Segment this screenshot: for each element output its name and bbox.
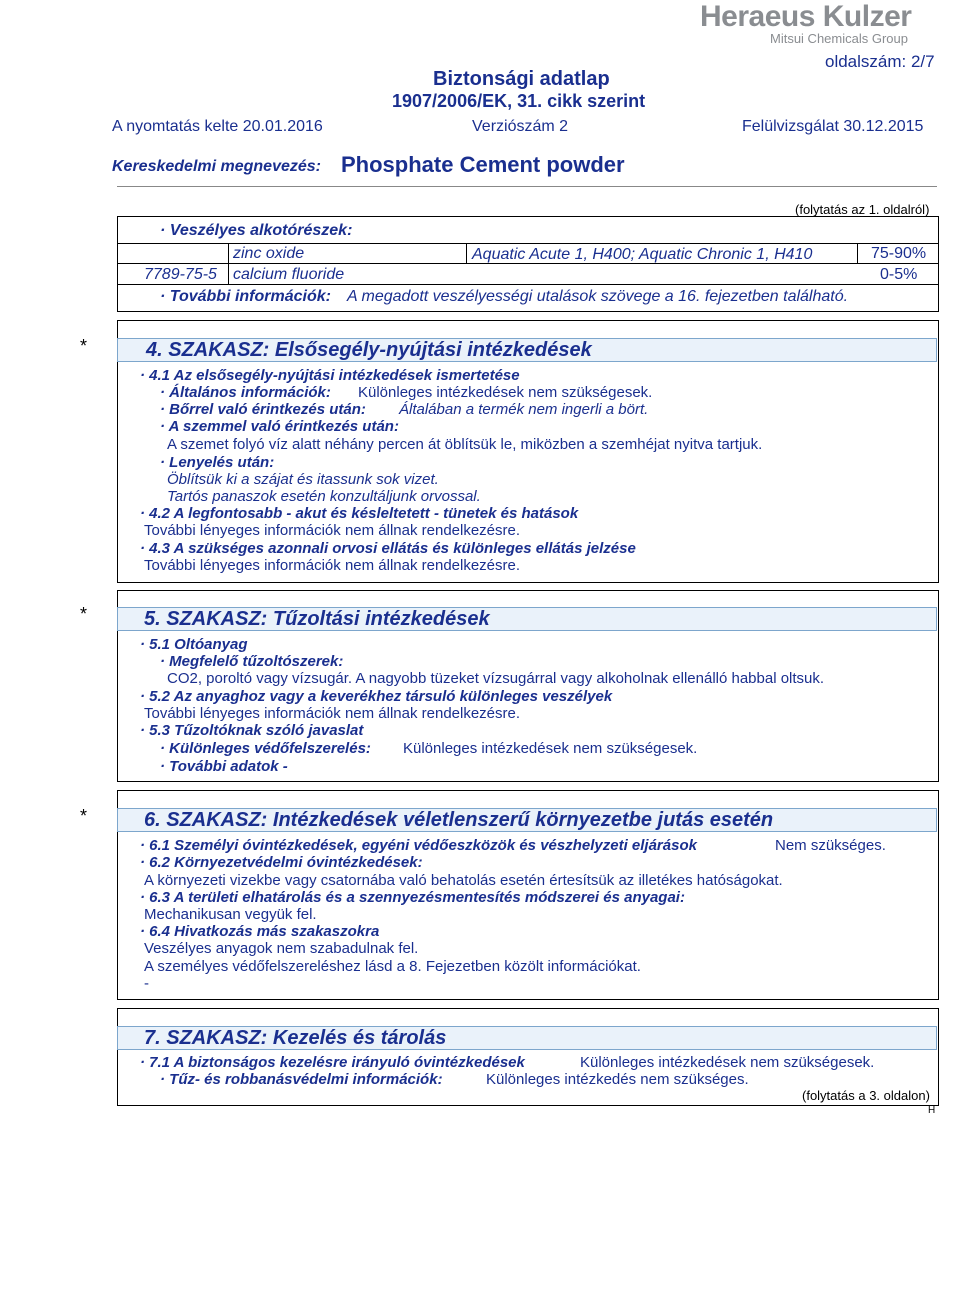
subsection-6-4-text-2: A személyes védőfelszereléshez lásd a 8. Fejezetben közölt információkat. xyxy=(144,958,641,975)
changed-star: * xyxy=(80,604,88,624)
ingestion-text-2: Tartós panaszok esetén konzultáljunk orvossal. xyxy=(167,488,481,505)
subsection-6-2-text: A környezeti vizekbe vagy csatornába való behatolás esetén értesítsük az illetékes hatóságokat. xyxy=(144,872,783,889)
subsection-4-3-text: További lényeges információk nem állnak rendelkezésre. xyxy=(144,557,521,574)
subsection-6-4-text-1: Veszélyes anyagok nem szabadulnak fel. xyxy=(144,940,419,957)
section-5-title: 5. SZAKASZ: Tűzoltási intézkedések xyxy=(144,608,490,630)
component-classification: Aquatic Acute 1, H400; Aquatic Chronic 1, H410 xyxy=(472,246,813,263)
component-percentage: 75-90% xyxy=(871,245,927,262)
trade-name-label: Kereskedelmi megnevezés: xyxy=(112,158,321,175)
component-cas: 7789-75-5 xyxy=(144,266,217,283)
continued-to-note: (folytatás a 3. oldalon) xyxy=(802,1088,930,1103)
subsection-6-4: · 6.4 Hivatkozás más szakaszokra xyxy=(140,923,380,940)
additional-data: · További adatok - xyxy=(160,758,288,775)
subsection-5-2-text: További lényeges információk nem állnak rendelkezésre. xyxy=(144,705,521,722)
section-6-dash: - xyxy=(144,975,149,992)
general-info-text: Különleges intézkedések nem szükségesek. xyxy=(358,384,653,401)
subsection-6-1: · 6.1 Személyi óvintézkedések, egyéni védőeszközök és vészhelyzeti eljárások xyxy=(140,837,697,854)
section-6-title: 6. SZAKASZ: Intézkedések véletlenszerű környezetbe jutás esetén xyxy=(144,809,774,831)
changed-star: * xyxy=(80,806,88,826)
print-date: A nyomtatás kelte 20.01.2016 xyxy=(112,118,323,135)
company-logo: Heraeus Kulzer xyxy=(700,0,912,33)
components-heading: · Veszélyes alkotórészek: xyxy=(160,222,353,239)
extinguishing-label: · Megfelelő tűzoltószerek: xyxy=(160,653,344,670)
subsection-4-3: · 4.3 A szükséges azonnali orvosi ellátás és különleges ellátás jelzése xyxy=(140,540,636,557)
skin-contact-label: · Bőrrel való érintkezés után: xyxy=(160,401,366,418)
subsection-6-3-text: Mechanikusan vegyük fel. xyxy=(144,906,317,923)
continued-from-note: (folytatás az 1. oldalról) xyxy=(795,202,930,217)
protective-equipment-text: Különleges intézkedések nem szükségesek. xyxy=(403,740,698,757)
extinguishing-text: CO2, poroltó vagy vízsugár. A nagyobb tüzeket vízsugárral vagy alkoholnak ellenálló habbal oltsuk. xyxy=(167,670,825,687)
eye-contact-label: · A szemmel való érintkezés után: xyxy=(160,418,399,435)
more-info-text: A megadott veszélyességi utalások szövege a 16. fejezetben található. xyxy=(347,288,849,305)
protective-equipment-label: · Különleges védőfelszerelés: xyxy=(160,740,371,757)
ingestion-label: · Lenyelés után: xyxy=(160,454,275,471)
skin-contact-text: Általában a termék nem ingerli a bört. xyxy=(399,401,649,418)
subsection-7-1-text: Különleges intézkedések nem szükségesek. xyxy=(580,1054,875,1071)
subsection-4-1: · 4.1 Az elsősegély-nyújtási intézkedések ismertetése xyxy=(140,367,520,384)
more-info-label: · További információk: xyxy=(160,288,331,305)
subsection-5-1: · 5.1 Oltóanyag xyxy=(140,636,248,653)
footer-mark: H xyxy=(928,1105,936,1116)
component-percentage: 0-5% xyxy=(880,266,918,283)
header-divider xyxy=(117,186,937,187)
general-info-label: · Általános információk: xyxy=(160,384,331,401)
regulation-subtitle: 1907/2006/EK, 31. cikk szerint xyxy=(392,91,646,111)
subsection-5-3: · 5.3 Tűzoltóknak szóló javaslat xyxy=(140,722,364,739)
eye-contact-text: A szemet folyó víz alatt néhány percen át öblítsük le, miközben a szemhéjat nyitva tartjuk. xyxy=(167,436,763,453)
revision-date: Felülvizsgálat 30.12.2015 xyxy=(742,118,924,135)
subsection-5-2: · 5.2 Az anyaghoz vagy a keverékhez társuló különleges veszélyek xyxy=(140,688,613,705)
subsection-6-3: · 6.3 A területi elhatárolás és a szennyezésmentesítés módszerei és anyagai: xyxy=(140,889,685,906)
subsection-4-2-text: További lényeges információk nem állnak rendelkezésre. xyxy=(144,522,521,539)
changed-star: * xyxy=(80,336,88,356)
ingestion-text-1: Öblítsük ki a szájat és itassunk sok vizet. xyxy=(167,471,439,488)
section-7-title: 7. SZAKASZ: Kezelés és tárolás xyxy=(144,1027,447,1049)
trade-name: Phosphate Cement powder xyxy=(341,152,625,177)
fire-explosion-text: Különleges intézkedés nem szükséges. xyxy=(486,1071,749,1088)
version-number: Verziószám 2 xyxy=(472,118,569,135)
component-name: calcium fluoride xyxy=(233,266,345,283)
component-name: zinc oxide xyxy=(233,245,305,262)
document-title: Biztonsági adatlap xyxy=(433,68,610,90)
subsection-6-1-text: Nem szükséges. xyxy=(775,837,886,854)
subsection-6-2: · 6.2 Környezetvédelmi óvintézkedések: xyxy=(140,854,423,871)
fire-explosion-label: · Tűz- és robbanásvédelmi információk: xyxy=(160,1071,443,1088)
page-number: oldalszám: 2/7 xyxy=(825,52,935,71)
subsection-7-1: · 7.1 A biztonságos kezelésre irányuló óvintézkedések xyxy=(140,1054,525,1071)
subsection-4-2: · 4.2 A legfontosabb - akut és késleltetett - tünetek és hatások xyxy=(140,505,579,522)
company-tagline: Mitsui Chemicals Group xyxy=(770,31,908,46)
section-4-title: 4. SZAKASZ: Elsősegély-nyújtási intézkedések xyxy=(146,339,592,361)
